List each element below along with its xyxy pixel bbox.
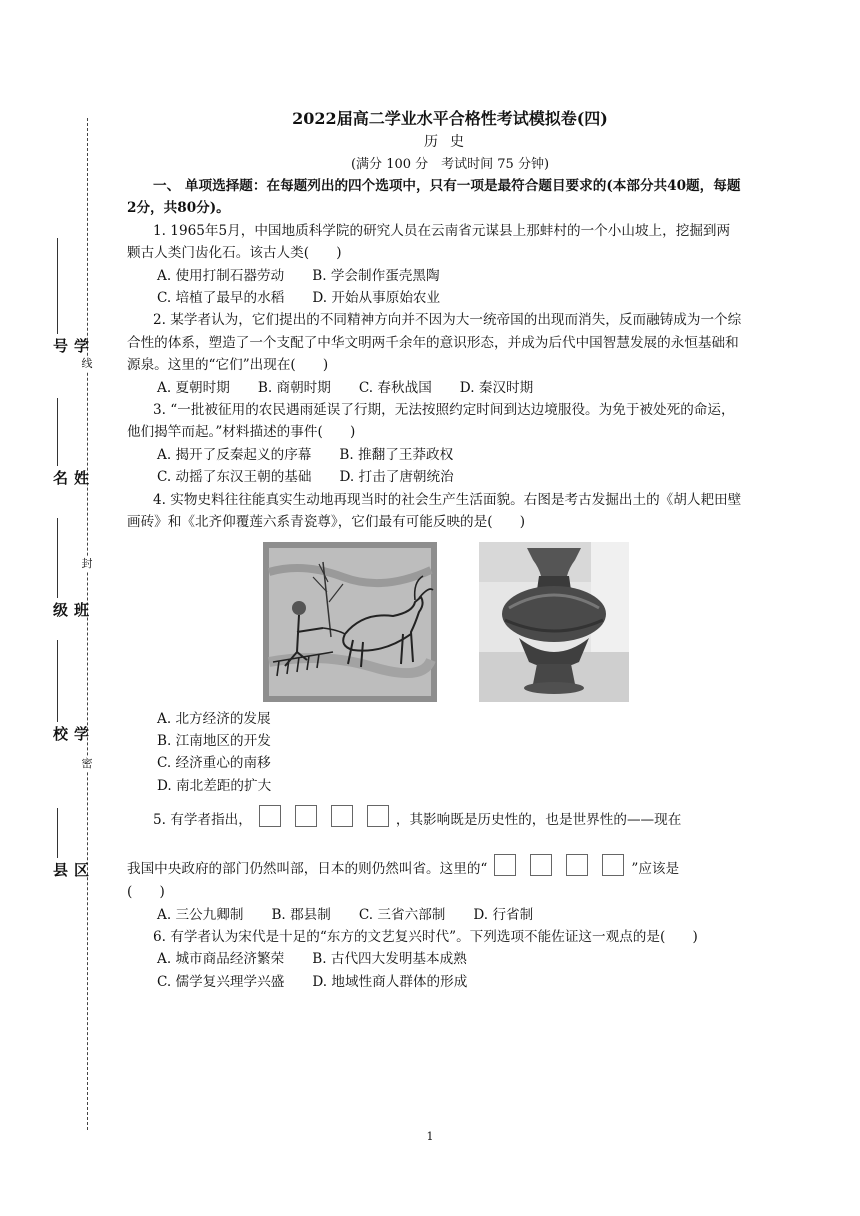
- field-label-school: 学校: [51, 726, 90, 743]
- option: D. 打击了唐朝统治: [339, 469, 454, 486]
- blank-box: [259, 805, 281, 827]
- question-6-options: [157, 948, 742, 970]
- blank-box: [295, 805, 317, 827]
- question-2-stem: 2. 某学者认为，它们提出的不同精神方向并不因为大一统帝国的出现而消失，反而融铸成为一个综合性的体系，塑造了一个支配了中华文明两千余年的意识形态，并成为后代中国智慧发展的永恒基础和源泉。这里的“它们”出现在( ): [127, 312, 742, 374]
- question-2-options: [157, 377, 742, 399]
- question-3-stem: 3. “一批被征用的农民遇雨延误了行期，无法按照约定时间到达边境服役。为免于被处死的命运，他们揭竿而起。”材料描述的事件( ): [127, 402, 735, 441]
- option: A. 城市商品经济繁荣: [157, 951, 285, 968]
- option: A. 三公九卿制: [157, 906, 244, 923]
- question-6-options-2: [157, 971, 742, 993]
- section-heading: 一、 单项选择题：在每题列出的四个选项中，只有一项是最符合题目要求的(本部分共40题，每题2分，共80分)。: [127, 178, 741, 217]
- exam-content: [127, 175, 742, 993]
- option: B. 商朝时期: [257, 379, 331, 396]
- question-5-stem-line-1: 5. 有学者指出， ，其影响既是历史性的，也是世界性的——现在: [127, 805, 742, 832]
- question-4-stem: 4. 实物史料往往能真实生动地再现当时的社会生产生活面貌。右图是考古发掘出土的《胡人耙田壁画砖》和《北齐仰覆莲六系青瓷尊》，它们最有可能反映的是( ): [127, 491, 742, 531]
- option: A. 揭开了反秦起义的序幕: [157, 446, 312, 463]
- question-1-stem: 1. 1965年5月，中国地质科学院的研究人员在云南省元谋县上那蚌村的一个小山坡上，挖掘到两颗古人类门齿化石。该古人类( ): [127, 222, 731, 262]
- blank-box: [602, 854, 624, 876]
- question-3-options-2: [157, 466, 742, 488]
- option: D. 地域性商人群体的形成: [312, 973, 468, 990]
- question-4-option-c: C. 经济重心的南移: [157, 755, 271, 772]
- option: C. 儒学复兴理学兴盛: [157, 973, 285, 990]
- question-1-options: [157, 265, 742, 287]
- blank-box: [494, 854, 516, 876]
- field-label-name: 姓名: [51, 470, 90, 487]
- question-5-options: [157, 904, 742, 926]
- question-5-stem-line-3: ( ): [127, 884, 165, 901]
- option: C. 培植了最早的水稻: [157, 290, 285, 307]
- binding-char-xian: 线: [81, 357, 93, 370]
- binding-dashed-line: [87, 118, 88, 1130]
- question-4-option-d: D. 南北差距的扩大: [157, 777, 272, 794]
- question-4-option-a: A. 北方经济的发展: [157, 710, 271, 727]
- option: D. 行省制: [473, 906, 534, 923]
- question-1-options-2: [157, 287, 742, 309]
- option: B. 推翻了王莽政权: [339, 446, 454, 463]
- exam-subject: 历史: [424, 134, 476, 150]
- mural-brick-image: [263, 542, 437, 702]
- blank-box: [530, 854, 552, 876]
- option: B. 古代四大发明基本成熟: [312, 951, 467, 968]
- option: D. 秦汉时期: [459, 379, 534, 396]
- field-label-class: 班级: [51, 602, 90, 619]
- binding-char-feng: 封: [81, 557, 93, 570]
- question-4-option-b: B. 江南地区的开发: [157, 732, 271, 749]
- field-label-district: 区县: [51, 862, 90, 879]
- exam-title: 2022届高二学业水平合格性考试模拟卷(四): [292, 109, 608, 128]
- option: D. 开始从事原始农业: [312, 290, 441, 307]
- blank-box: [331, 805, 353, 827]
- question-5-stem-line-2: 我国中央政府的部门仍然叫部，日本的则仍然叫省。这里的“ ”应该是: [127, 854, 742, 881]
- blank-box: [566, 854, 588, 876]
- option: B. 郡县制: [271, 906, 331, 923]
- question-4-figures: [127, 540, 742, 708]
- option: A. 夏朝时期: [157, 379, 230, 396]
- option: C. 动摇了东汉王朝的基础: [157, 469, 312, 486]
- field-label-student-id: 学号: [51, 338, 90, 355]
- exam-meta: (满分 100 分 考试时间 75 分钟): [350, 157, 550, 172]
- celadon-vessel-image: [479, 542, 629, 702]
- question-3-options: [157, 444, 742, 466]
- question-5: [127, 805, 742, 903]
- option: A. 使用打制石器劳动: [157, 267, 285, 284]
- option: C. 春秋战国: [358, 379, 432, 396]
- blank-box: [367, 805, 389, 827]
- option: B. 学会制作蛋壳黑陶: [312, 267, 440, 284]
- binding-char-mi: 密: [81, 757, 93, 770]
- question-6-stem: 6. 有学者认为宋代是十足的“东方的文艺复兴时代”。下列选项不能佐证这一观点的是( ): [153, 928, 698, 945]
- option: C. 三省六部制: [358, 906, 446, 923]
- page-number: 1: [426, 1130, 434, 1143]
